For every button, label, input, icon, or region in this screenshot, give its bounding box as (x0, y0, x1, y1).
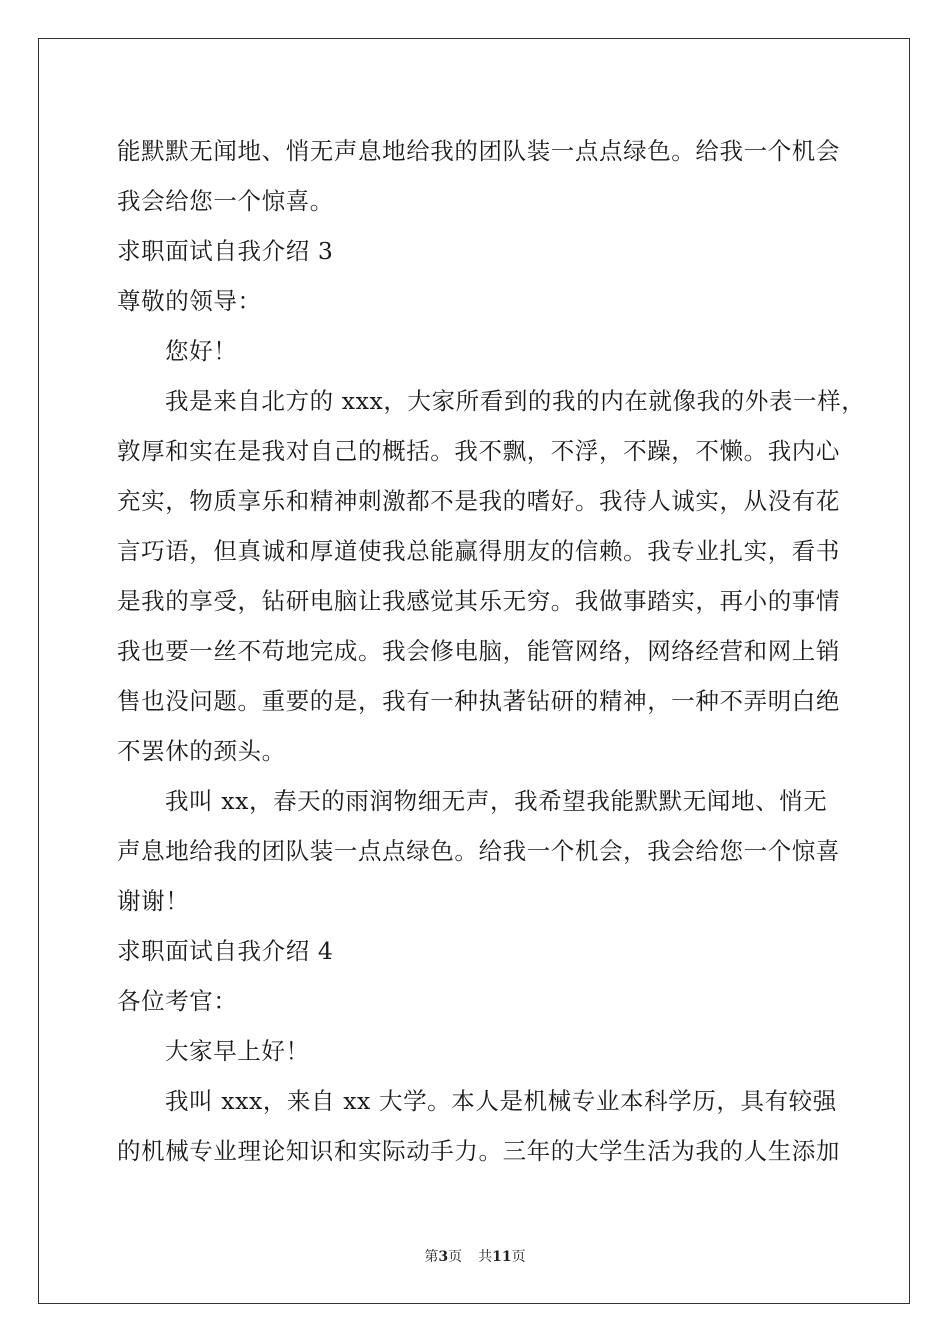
page-prefix: 第 (424, 1249, 439, 1265)
text-line: 售也没问题。重要的是，我有一种执著钻研的精神，一种不弄明白绝 (117, 687, 840, 715)
text-line: 的机械专业理论知识和实际动手力。三年的大学生活为我的人生添加 (117, 1137, 840, 1165)
text-line: 我是来自北方的 xxx，大家所看到的我的内在就像我的外表一样， (165, 387, 866, 415)
greeting: 大家早上好！ (165, 1037, 310, 1065)
closing: 谢谢！ (117, 887, 190, 915)
page-suffix: 页 (448, 1249, 463, 1265)
greeting: 您好！ (165, 337, 238, 365)
page-number: 3 (438, 1249, 449, 1265)
total-suffix: 页 (511, 1249, 526, 1265)
text-line: 我叫 xx，春天的雨润物细无声，我希望我能默默无闻地、悄无 (165, 787, 828, 815)
document-body (117, 126, 866, 1176)
text-line: 充实，物质享乐和精神刺激都不是我的嗜好。我待人诚实，从没有花 (117, 487, 840, 515)
section-heading: 求职面试自我介绍 3 (117, 237, 334, 265)
text-line: 敦厚和实在是我对自己的概括。我不飘，不浮，不躁，不懒。我内心 (117, 437, 840, 465)
salutation: 尊敬的领导： (117, 287, 262, 315)
text-line: 我会给您一个惊喜。 (117, 187, 334, 215)
text-line: 是我的享受，钻研电脑让我感觉其乐无穷。我做事踏实，再小的事情 (117, 587, 840, 615)
text-line: 言巧语，但真诚和厚道使我总能赢得朋友的信赖。我专业扎实，看书 (117, 537, 840, 565)
text-line: 我也要一丝不苟地完成。我会修电脑，能管网络，网络经营和网上销 (117, 637, 840, 665)
salutation: 各位考官： (117, 987, 238, 1015)
text-line: 不罢休的颈头。 (117, 737, 286, 765)
text-line: 能默默无闻地、悄无声息地给我的团队装一点点绿色。给我一个机会 (117, 137, 840, 165)
page-footer (0, 1246, 950, 1266)
total-pages: 11 (492, 1249, 512, 1265)
section-heading: 求职面试自我介绍 4 (117, 937, 334, 965)
total-prefix: 共 (478, 1249, 493, 1265)
text-line: 我叫 xxx，来自 xx 大学。本人是机械专业本科学历，具有较强 (165, 1087, 837, 1115)
text-line: 声息地给我的团队装一点点绿色。给我一个机会，我会给您一个惊喜 (117, 837, 840, 865)
